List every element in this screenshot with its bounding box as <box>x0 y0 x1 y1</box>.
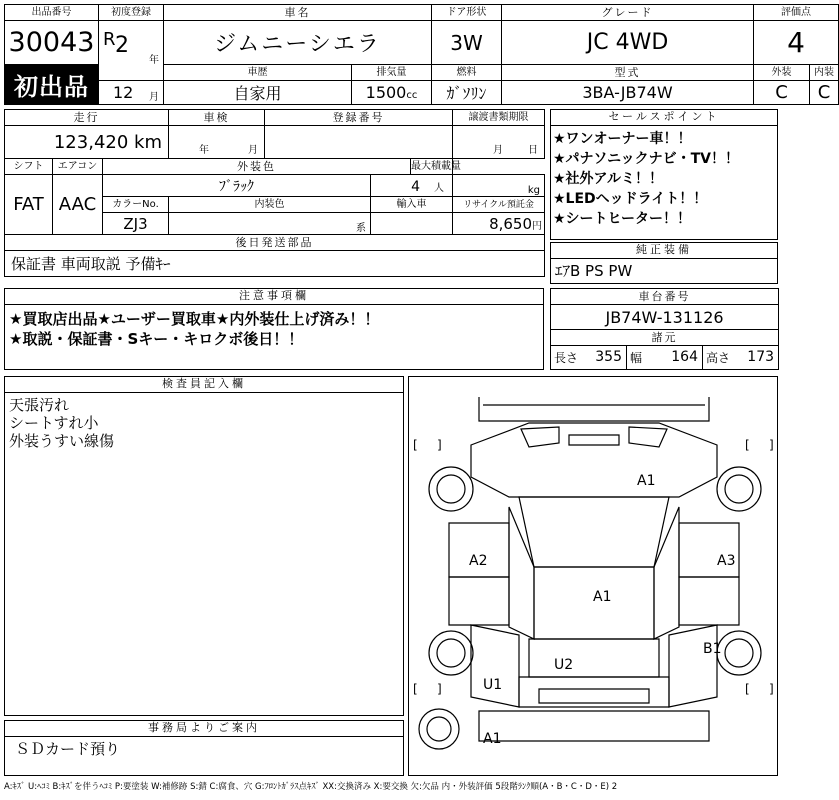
sales-points-label: セールスポイント <box>551 110 777 126</box>
width: 164 <box>671 349 698 365</box>
rear-bumper <box>479 711 709 741</box>
interior-label: 内装 <box>810 65 839 81</box>
length-label: 長さ <box>554 351 579 365</box>
bracket-mark: [ <box>413 438 418 452</box>
wheel-rear-left-inner <box>437 639 465 667</box>
headlight-right <box>629 427 667 447</box>
sales-point-item: ★LEDヘッドライト！！ <box>553 191 708 207</box>
displacement: 1500 <box>365 83 407 102</box>
bracket-mark: ] <box>769 438 774 452</box>
car-name: ジムニーシエラ <box>164 21 432 65</box>
inspector-label: 検査員記入欄 <box>5 377 403 393</box>
reg-number-label: 登録番号 <box>265 110 453 126</box>
import-label: 輸入車 <box>371 197 453 213</box>
damage-left-rear: U1 <box>483 677 503 693</box>
notes-box <box>4 288 544 370</box>
interior-color-unit: 系 <box>169 213 371 235</box>
chassis-label: 車台番号 <box>551 289 779 305</box>
reg-month: 12 <box>113 83 134 102</box>
import-value <box>371 213 453 235</box>
reg-month-cell <box>99 81 164 105</box>
hood-outline <box>471 423 717 497</box>
wheel-front-right-inner <box>725 475 753 503</box>
bracket-mark: ] <box>769 682 774 696</box>
later-parts: 保証書 車両取説 予備ｷｰ <box>5 251 545 277</box>
spare-tire-inner <box>427 717 451 741</box>
inspection-cell <box>169 126 265 159</box>
recycle-unit: 円 <box>532 220 543 232</box>
right-rear-door <box>679 577 739 625</box>
height: 173 <box>747 349 775 365</box>
first-reg-cell <box>99 21 164 81</box>
bracket-mark: [ <box>745 438 750 452</box>
displacement-label: 排気量 <box>352 65 432 81</box>
wheel-front-left-inner <box>437 475 465 503</box>
exterior-color-label: 外装色 <box>103 159 411 175</box>
recycle-label: リサイクル預託金 <box>453 197 545 213</box>
history: 自家用 <box>164 81 352 105</box>
grade: JC 4WD <box>502 21 754 65</box>
office-label: 事務局よりご案内 <box>5 721 403 737</box>
history-label: 車歴 <box>164 65 352 81</box>
height-cell <box>703 346 779 370</box>
inspection-year-unit: 年 <box>199 145 209 156</box>
sales-points-list <box>551 126 777 229</box>
grade-label: グレード <box>502 5 754 21</box>
interior-grade: C <box>810 81 839 105</box>
wheel-rear-right-inner <box>725 639 753 667</box>
right-rear-quarter <box>669 625 717 707</box>
transfer-label: 譲渡書類期限 <box>453 110 545 126</box>
max-load-label: 最大積載量 <box>411 159 453 175</box>
damage-hood: A1 <box>637 473 656 489</box>
width-cell <box>627 346 703 370</box>
interior-color-label: 内装色 <box>169 197 371 213</box>
damage-roof: A1 <box>593 589 612 605</box>
headlight-left <box>521 427 559 447</box>
length: 355 <box>595 349 622 365</box>
height-label: 高さ <box>706 351 731 365</box>
shift: FAT <box>5 175 53 235</box>
color-no-label: カラーNo. <box>103 197 169 213</box>
windshield <box>519 497 669 567</box>
wheel-front-right <box>717 467 761 511</box>
legend-text: A:ｷｽﾞ U:ﾍｺﾐ B:ｷｽﾞを伴うﾍｺﾐ P:要塗装 W:補修跡 S:錆 C:腐食、穴 G:ﾌﾛﾝﾄｶﾞﾗｽ点ｷｽﾞ XX:交換済み X:要交換 欠:欠品 内・外装評価 5段階ﾗﾝｸ順(A・B・C・D・E) 2 <box>4 782 618 792</box>
reg-year: 2 <box>115 33 129 58</box>
standard-equipment-label: 純正装備 <box>551 243 777 259</box>
inspector-line: 天張汚れ <box>9 396 70 414</box>
sales-point-item: ★ワンオーナー車！！ <box>553 131 692 147</box>
fuel: ｶﾞｿﾘﾝ <box>432 81 502 105</box>
displacement-unit: cc <box>406 90 418 101</box>
header-table <box>4 4 839 105</box>
sales-point-item: ★社外アルミ！！ <box>553 171 663 187</box>
month-unit: 月 <box>149 92 159 103</box>
spare-tire <box>419 709 459 749</box>
lot-number-label: 出品番号 <box>5 5 99 21</box>
recycle: 8,650 <box>489 214 533 233</box>
car-diagram <box>409 377 777 775</box>
wheel-front-left <box>429 467 473 511</box>
right-pillar <box>654 507 679 639</box>
damage-rear-bumper: A1 <box>483 731 502 747</box>
left-rear-quarter <box>471 625 519 707</box>
standard-equipment-box <box>550 242 778 284</box>
year-unit: 年 <box>149 55 159 66</box>
transfer-cell <box>453 126 545 159</box>
damage-rear-glass: U2 <box>554 657 574 673</box>
left-rear-door <box>449 577 509 625</box>
fuel-label: 燃料 <box>432 65 502 81</box>
ac-label: エアコン <box>53 159 103 175</box>
front-bumper-outline <box>479 397 709 421</box>
era-prefix: R <box>103 29 116 50</box>
notes-label: 注意事項欄 <box>5 289 543 305</box>
sales-point-item: ★パナソニックナビ・TV！！ <box>553 151 739 167</box>
sales-points-box <box>550 109 778 240</box>
score: 4 <box>754 21 839 65</box>
mileage-cell <box>5 126 169 159</box>
width-label: 幅 <box>630 351 643 365</box>
bracket-mark: ] <box>437 682 442 696</box>
wheel-rear-right <box>717 631 761 675</box>
inspector-line: シートすれ小 <box>9 414 99 432</box>
lot-number: 30043 <box>5 21 99 65</box>
recycle-cell <box>453 213 545 235</box>
score-label: 評価点 <box>754 5 839 21</box>
left-pillar <box>509 507 534 639</box>
dims-label: 諸元 <box>551 330 779 346</box>
length-cell <box>551 346 627 370</box>
bracket-mark: [ <box>745 682 750 696</box>
first-listing-badge: 初出品 <box>5 65 99 105</box>
inspection-label: 車検 <box>169 110 265 126</box>
shift-label: シフト <box>5 159 53 175</box>
model-label: 型式 <box>502 65 754 81</box>
office-box <box>4 720 404 776</box>
bracket-mark: ] <box>437 438 442 452</box>
damage-right-rear: B1 <box>703 641 722 657</box>
mileage-unit: km <box>134 131 162 153</box>
later-parts-label: 後日発送部品 <box>5 235 545 251</box>
reg-number <box>265 126 453 159</box>
damage-left-front: A2 <box>469 553 488 569</box>
standard-equipment: ｴｱB PS PW <box>555 262 633 280</box>
mileage: 123,420 <box>53 131 129 153</box>
inspector-box <box>4 376 404 716</box>
max-load-unit: kg <box>453 175 545 197</box>
damage-right-front: A3 <box>717 553 736 569</box>
chassis-number: JB74W-131126 <box>551 305 779 330</box>
capacity-unit: 人 <box>434 182 445 194</box>
notes-line: ★取説・保証書・Sキー・キロクボ後日！！ <box>9 330 304 348</box>
grille <box>569 435 619 445</box>
color-no: ZJ3 <box>103 213 169 235</box>
displacement-cell <box>352 81 432 105</box>
wheel-rear-left <box>429 631 473 675</box>
transfer-day-unit: 日 <box>528 145 539 156</box>
capacity: 4 <box>411 178 421 195</box>
capacity-cell <box>371 175 453 197</box>
mileage-label: 走行 <box>5 110 169 126</box>
transfer-month-unit: 月 <box>493 145 504 156</box>
car-name-label: 車名 <box>164 5 432 21</box>
info-table <box>4 109 545 277</box>
office-note: ＳＤカード預り <box>15 740 121 758</box>
car-diagram-box <box>408 376 778 776</box>
exterior-color: ﾌﾞﾗｯｸ <box>103 175 371 197</box>
exterior-label: 外装 <box>754 65 810 81</box>
first-reg-label: 初度登録 <box>99 5 164 21</box>
rear-glass <box>529 639 659 677</box>
model: 3BA-JB74W <box>502 81 754 105</box>
exterior-grade: C <box>754 81 810 105</box>
door-label: ドア形状 <box>432 5 502 21</box>
sales-point-item: ★シートヒーター！！ <box>553 211 691 227</box>
inspector-line: 外装うすい線傷 <box>9 432 115 450</box>
bracket-mark: [ <box>413 682 418 696</box>
ac: AAC <box>53 175 103 235</box>
inspection-month-unit: 月 <box>248 145 258 156</box>
rear-bumper-inner <box>539 689 649 703</box>
doors: 3W <box>432 21 502 65</box>
notes-line: ★買取店出品★ユーザー買取車★内外装仕上げ済み！！ <box>9 310 380 328</box>
chassis-table <box>550 288 779 370</box>
